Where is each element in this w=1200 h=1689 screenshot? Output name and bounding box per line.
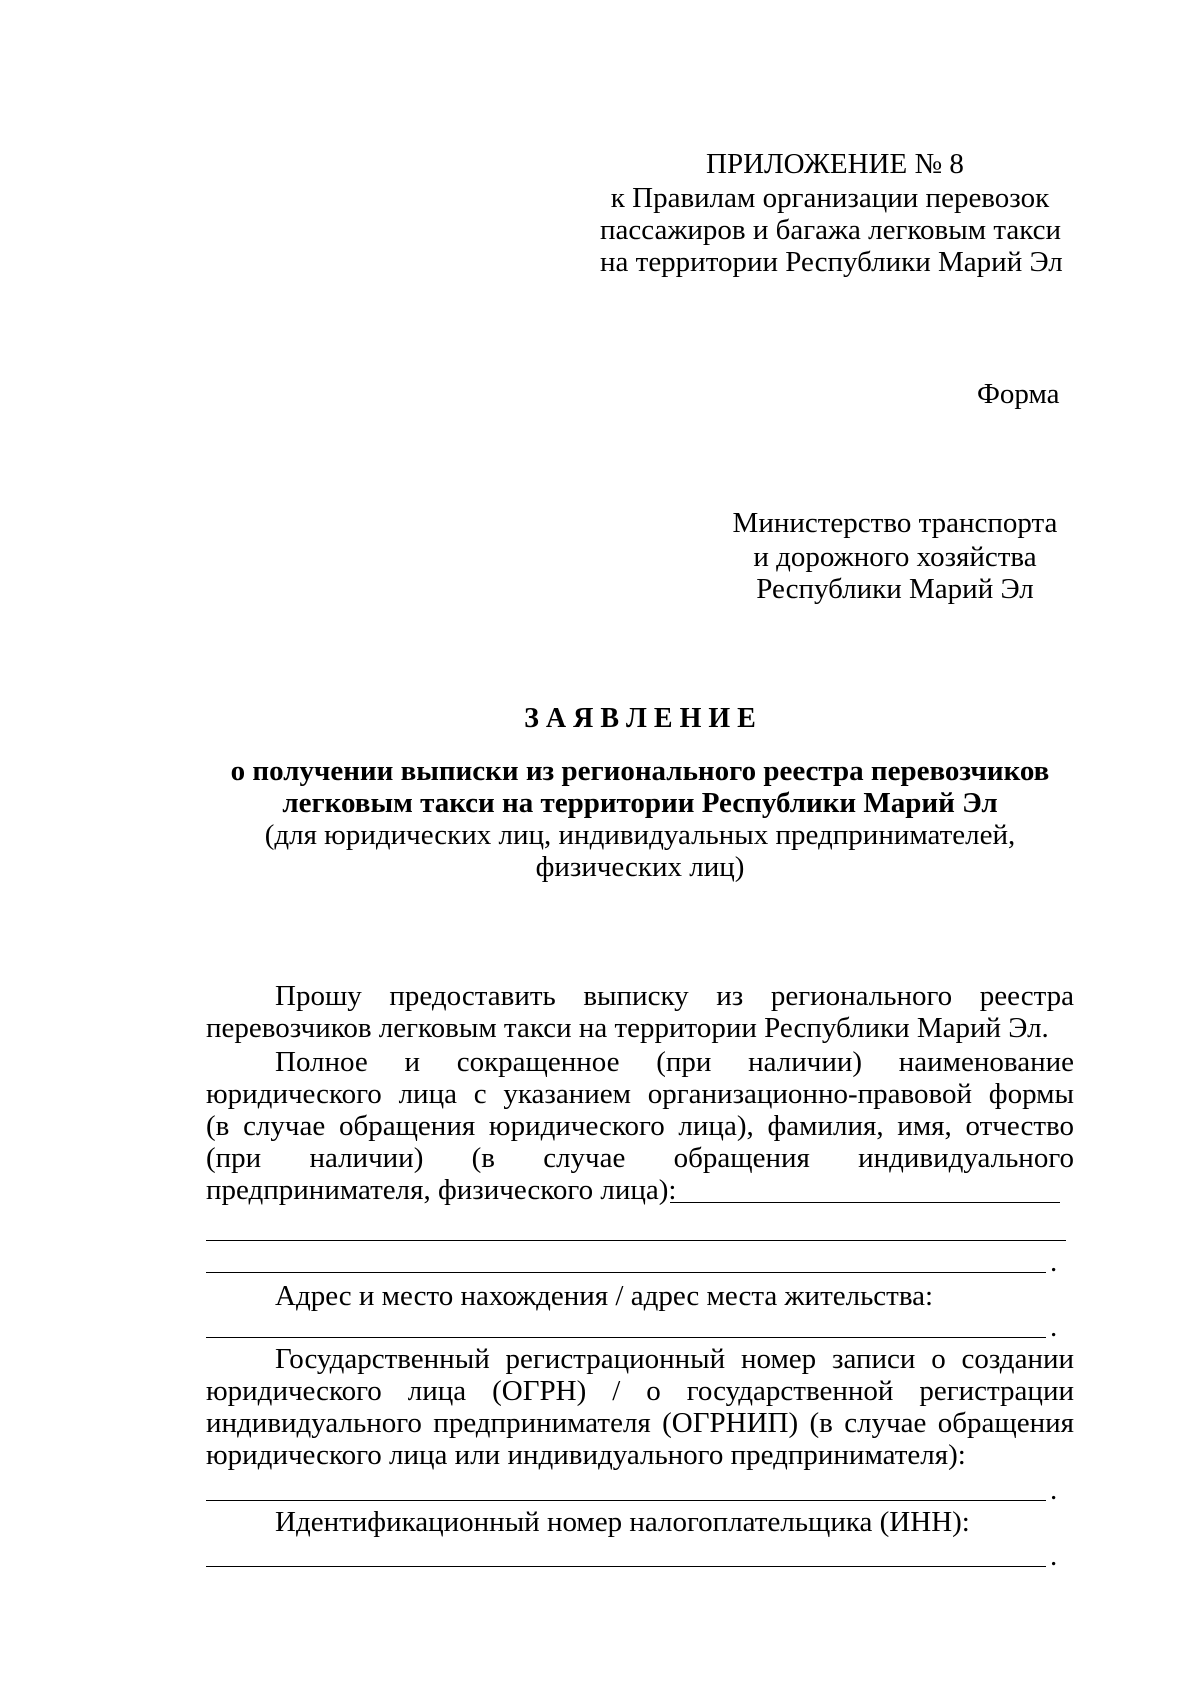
document-subtitle-note: (для юридических лиц, индивидуальных предпринимателей, (264, 819, 1016, 851)
form-label: Форма (977, 378, 1060, 410)
document-subtitle: о получении выписки из регионального реестра перевозчиков (230, 755, 1050, 787)
line-end-period: . (1050, 1246, 1058, 1278)
ogrn-field-text: Государственный регистрационный номер записи о создании (275, 1343, 1074, 1375)
addressee-line: и дорожного хозяйства (753, 541, 1037, 573)
name-field-text: (при наличии) (в случае обращения индивидуального (206, 1142, 1074, 1174)
line-end-period: . (1050, 1311, 1058, 1343)
name-input-line[interactable] (206, 1272, 1046, 1273)
document-title: З А Я В Л Е Н И Е (524, 703, 756, 734)
appendix-line: к Правилам организации перевозок (610, 182, 1050, 214)
line-end-period: . (1050, 1540, 1058, 1572)
request-text: Прошу предоставить выписку из регионального реестра (275, 980, 1074, 1012)
request-text: перевозчиков легковым такси на территории Республики Марий Эл. (206, 1012, 1049, 1044)
ogrn-field-label: юридического лица или индивидуального предпринимателя): (206, 1439, 966, 1471)
appendix-line: пассажиров и багажа легковым такси (600, 214, 1061, 246)
document-subtitle: легковым такси на территории Республики Марий Эл (282, 787, 998, 819)
inn-label: Идентификационный номер налогоплательщика (ИНН): (275, 1506, 970, 1538)
name-field-text: Полное и сокращенное (при наличии) наименование (275, 1046, 1074, 1078)
name-field-label: предпринимателя, физического лица): (206, 1174, 677, 1206)
inn-input-line[interactable] (206, 1566, 1046, 1567)
name-input-line[interactable] (670, 1202, 1060, 1203)
address-input-line[interactable] (206, 1337, 1046, 1338)
line-end-period: . (1050, 1474, 1058, 1506)
addressee-line: Республики Марий Эл (756, 573, 1034, 605)
name-field-text: (в случае обращения юридического лица), фамилия, имя, отчество (206, 1110, 1074, 1142)
addressee-line: Министерство транспорта (732, 507, 1058, 539)
appendix-line: на территории Республики Марий Эл (600, 246, 1063, 278)
ogrn-field-text: юридического лица (ОГРН) / о государственной регистрации (206, 1375, 1074, 1407)
appendix-title: ПРИЛОЖЕНИЕ № 8 (706, 148, 964, 180)
name-input-line[interactable] (206, 1240, 1066, 1241)
address-label: Адрес и место нахождения / адрес места жительства: (275, 1280, 934, 1312)
ogrn-input-line[interactable] (206, 1500, 1046, 1501)
name-field-text: юридического лица с указанием организационно-правовой формы (206, 1078, 1074, 1110)
document-subtitle-note: физических лиц) (535, 851, 745, 883)
ogrn-field-text: индивидуального предпринимателя (ОГРНИП) (в случае обращения (206, 1407, 1074, 1439)
